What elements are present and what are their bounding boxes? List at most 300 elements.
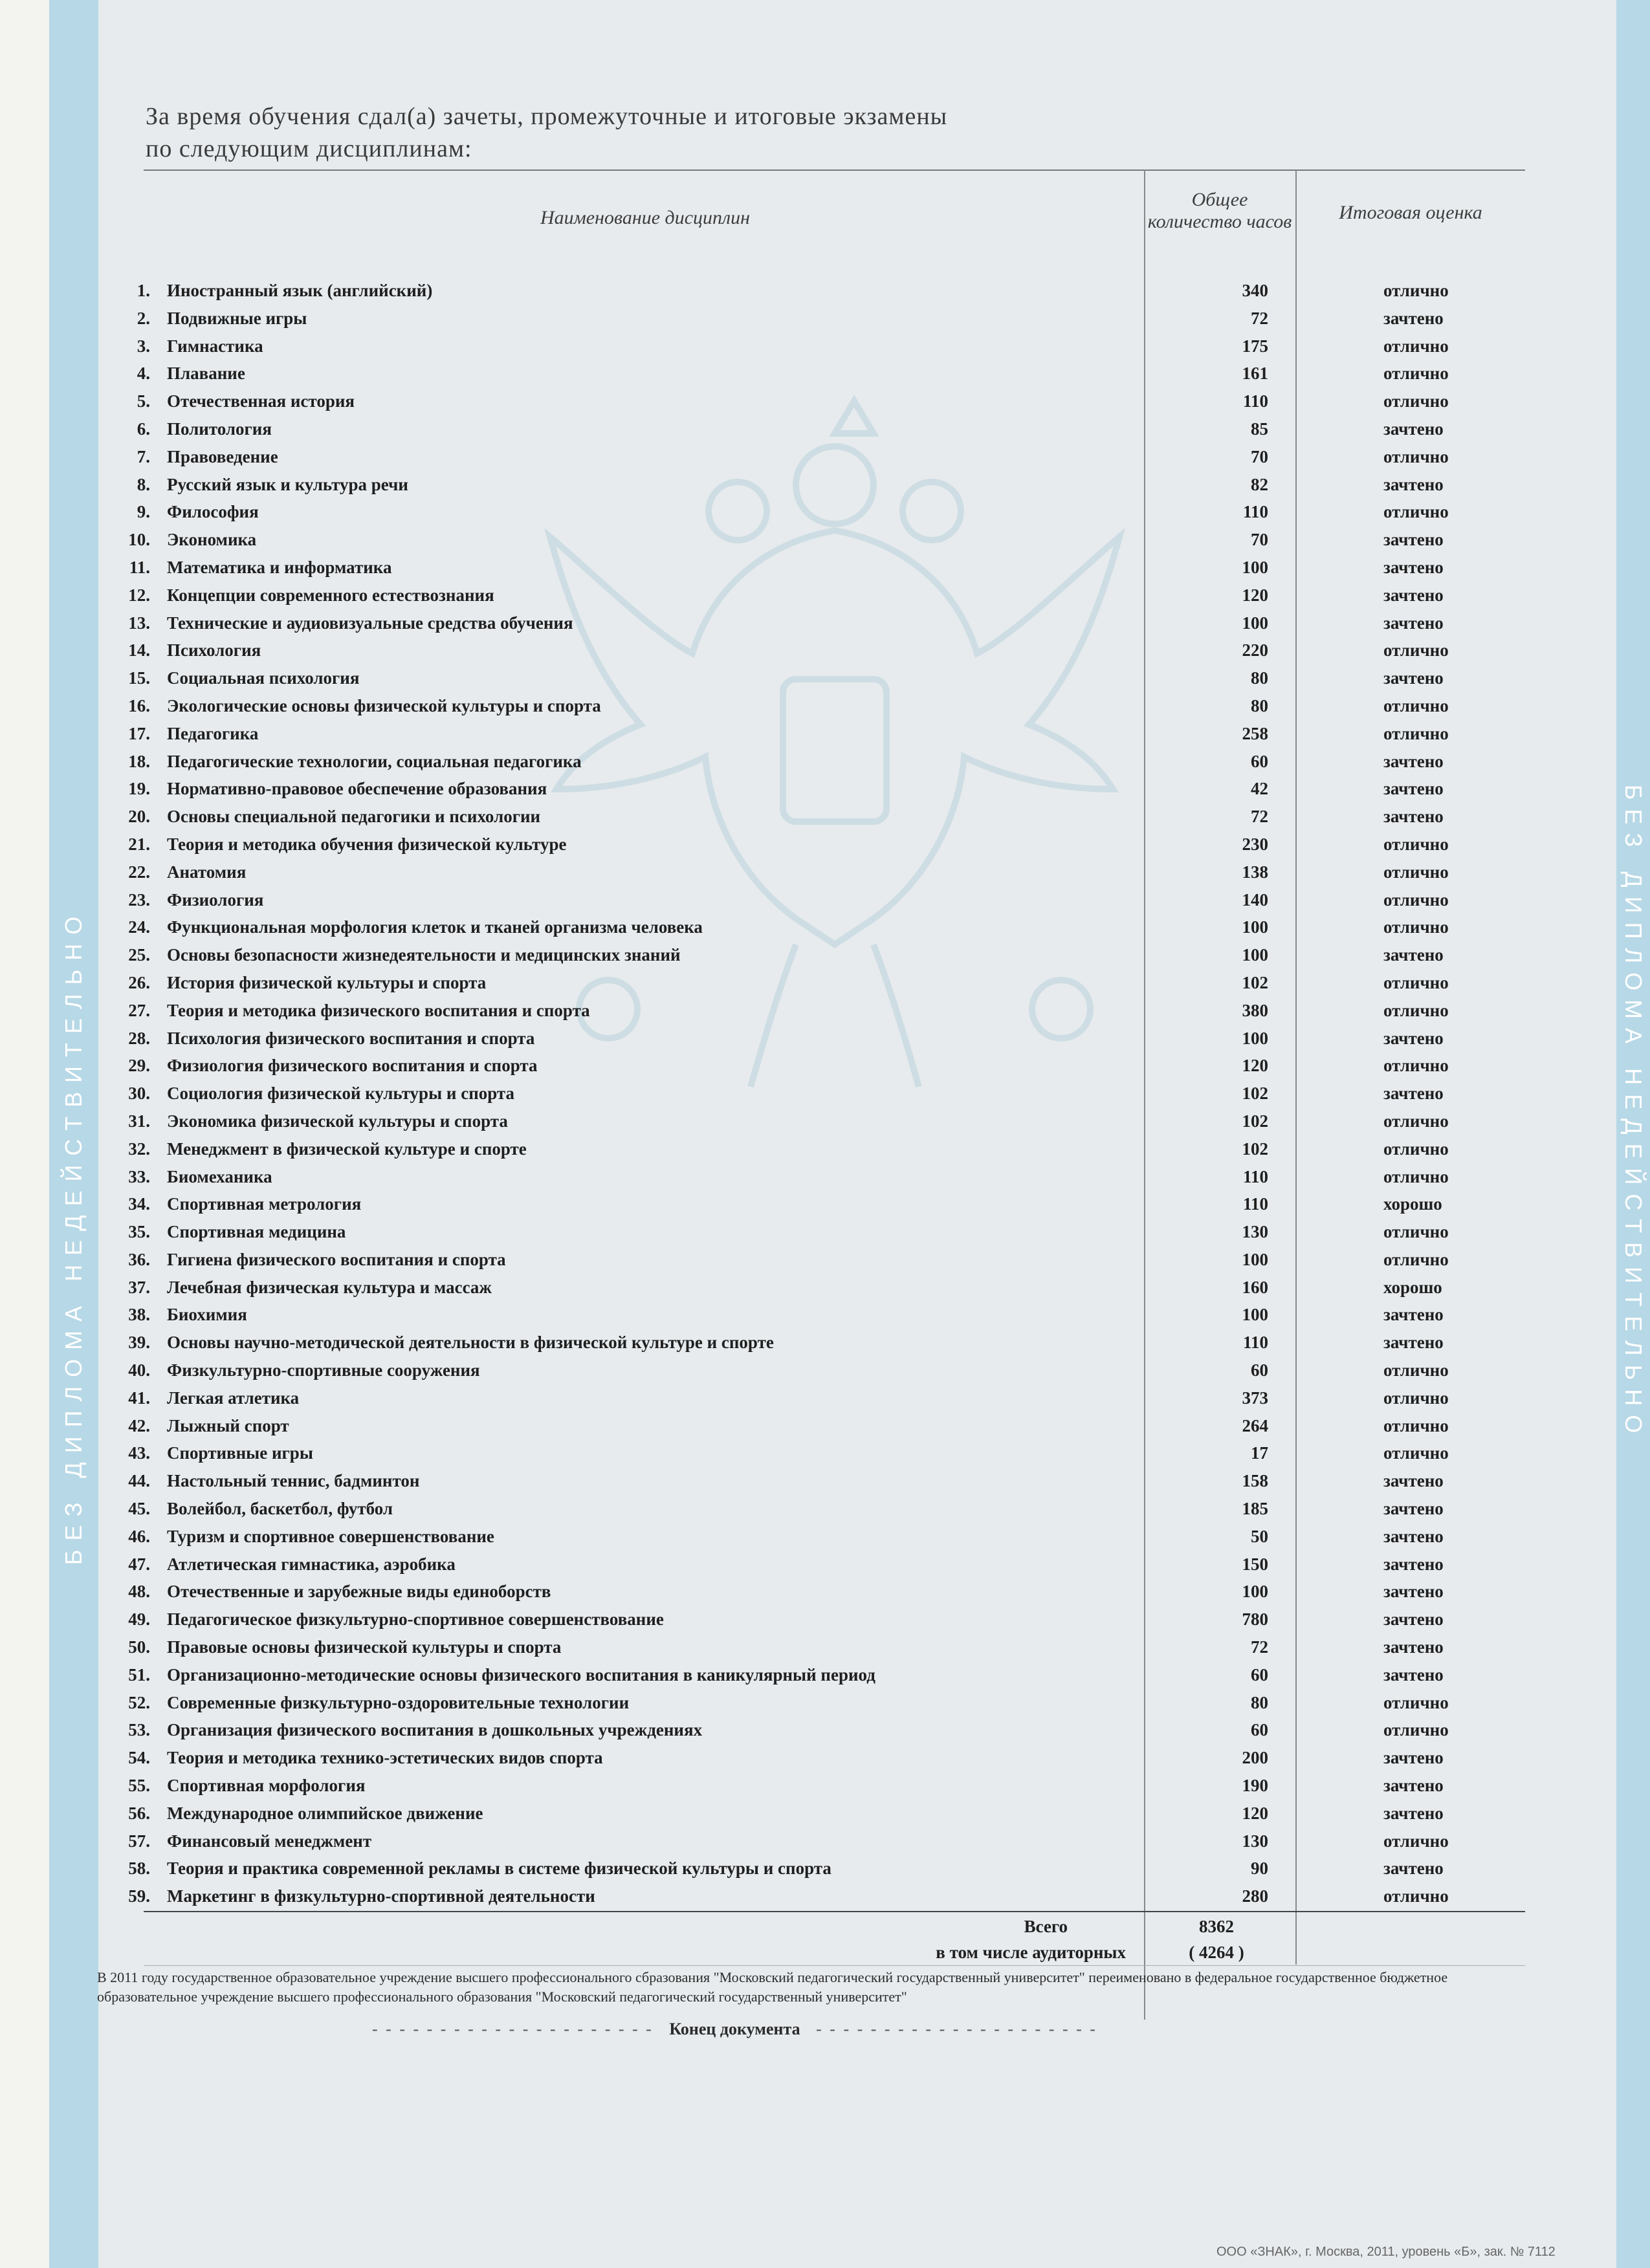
hours-value: 340: [1242, 281, 1268, 300]
grade-value: отлично: [1383, 446, 1449, 466]
table-row: [0, 360, 1650, 387]
hours-value: 42: [1251, 779, 1268, 799]
discipline-name: Международное олимпийское движение: [167, 1803, 483, 1823]
row-number: 55.: [128, 1776, 150, 1796]
hours-value: 100: [1242, 1305, 1268, 1325]
note-separator: [144, 1965, 1525, 1966]
table-row: [0, 1163, 1650, 1191]
hours-value: 780: [1242, 1609, 1268, 1630]
table-row: [0, 526, 1650, 554]
discipline-name: Легкая атлетика: [167, 1388, 300, 1408]
discipline-name: Социальная психология: [167, 668, 360, 688]
total-label: Всего: [1024, 1917, 1068, 1936]
hours-value: 72: [1251, 807, 1268, 827]
row-number: 23.: [128, 889, 150, 910]
hours-value: 90: [1251, 1859, 1268, 1879]
classroom-label: в том числе аудиторных: [936, 1943, 1126, 1962]
row-number: 56.: [128, 1803, 150, 1823]
grade-value: зачтено: [1383, 751, 1444, 771]
table-row: [0, 1384, 1650, 1412]
grade-value: зачтено: [1383, 1776, 1444, 1796]
row-number: 4.: [137, 364, 150, 384]
grade-value: зачтено: [1383, 308, 1444, 328]
grade-value: отлично: [1383, 391, 1449, 411]
table-row: [0, 1606, 1650, 1633]
table-row: [0, 997, 1650, 1025]
disciplines-table-body: [0, 277, 1650, 1910]
row-number: 58.: [128, 1859, 150, 1879]
grade-value: зачтено: [1383, 1748, 1444, 1768]
grade-value: отлично: [1383, 1166, 1449, 1186]
discipline-name: Спортивные игры: [167, 1443, 313, 1463]
grade-value: отлично: [1383, 695, 1449, 715]
row-number: 19.: [128, 779, 150, 799]
table-row: [0, 858, 1650, 886]
row-number: 25.: [128, 945, 150, 965]
row-number: 38.: [128, 1305, 150, 1325]
table-row: [0, 1439, 1650, 1467]
table-row: [0, 1329, 1650, 1357]
table-row: [0, 1882, 1650, 1910]
hours-value: 102: [1242, 1111, 1268, 1131]
discipline-name: Гимнастика: [167, 336, 263, 356]
row-number: 57.: [128, 1831, 150, 1851]
discipline-name: Организационно-методические основы физического воспитания в каникулярный период: [167, 1664, 875, 1685]
hours-value: 82: [1251, 474, 1268, 494]
discipline-name: Биохимия: [167, 1305, 247, 1325]
hours-value: 175: [1242, 336, 1268, 356]
hours-value: 200: [1242, 1748, 1268, 1768]
hours-value: 150: [1242, 1554, 1268, 1574]
table-row: [0, 803, 1650, 831]
table-row: [0, 1274, 1650, 1302]
discipline-name: Политология: [167, 419, 272, 439]
hours-value: 110: [1242, 1166, 1268, 1186]
discipline-name: Теория и методика технико-эстетических видов спорта: [167, 1748, 603, 1768]
printer-imprint: ООО «ЗНАК», г. Москва, 2011, уровень «Б», зак. № 7112: [1216, 2245, 1556, 2259]
discipline-name: Спортивная медицина: [167, 1222, 346, 1242]
row-number: 45.: [128, 1499, 150, 1519]
hours-value: 100: [1242, 917, 1268, 937]
grade-value: зачтено: [1383, 1859, 1444, 1879]
grade-value: отлично: [1383, 1111, 1449, 1131]
row-number: 11.: [129, 557, 150, 577]
end-of-document-label: Конец документа: [669, 2020, 800, 2038]
grade-value: зачтено: [1383, 1028, 1444, 1048]
row-number: 10.: [128, 530, 150, 550]
table-row: [0, 1107, 1650, 1135]
discipline-name: Концепции современного естествознания: [167, 585, 494, 605]
row-number: 26.: [128, 972, 150, 992]
row-number: 44.: [128, 1471, 150, 1491]
grade-value: зачтено: [1383, 1471, 1444, 1491]
hours-value: 100: [1242, 557, 1268, 577]
table-row: [0, 1744, 1650, 1772]
grade-value: отлично: [1383, 1831, 1449, 1851]
discipline-name: Правоведение: [167, 446, 278, 466]
grade-value: зачтено: [1383, 1637, 1444, 1657]
grade-value: зачтено: [1383, 1499, 1444, 1519]
column-header-grade: Итоговая оценка: [1339, 202, 1482, 223]
table-row: [0, 831, 1650, 858]
row-number: 20.: [128, 807, 150, 827]
discipline-name: Менеджмент в физической культуре и спорте: [167, 1139, 527, 1159]
discipline-name: Педагогика: [167, 723, 259, 743]
security-strip-text: БЕЗ ДИПЛОМА НЕДЕЙСТВИТЕЛЬНО: [60, 907, 87, 1565]
table-row: [0, 1080, 1650, 1107]
hours-value: 60: [1251, 751, 1268, 771]
table-row: [0, 1495, 1650, 1523]
table-row: [0, 1467, 1650, 1495]
grade-value: отлично: [1383, 1388, 1449, 1408]
grade-value: отлично: [1383, 1720, 1449, 1740]
table-row: [0, 1689, 1650, 1717]
discipline-name: Атлетическая гимнастика, аэробика: [167, 1554, 456, 1574]
row-number: 6.: [137, 419, 150, 439]
discipline-name: Педагогические технологии, социальная педагогика: [167, 751, 582, 771]
row-number: 59.: [128, 1886, 150, 1906]
discipline-name: Туризм и спортивное совершенствование: [167, 1526, 494, 1546]
hours-value: 110: [1242, 1194, 1268, 1214]
discipline-name: Организация физического воспитания в дошкольных учреждениях: [167, 1720, 703, 1740]
discipline-name: Технические и аудиовизуальные средства обучения: [167, 613, 573, 633]
grade-value: зачтено: [1383, 945, 1444, 965]
hours-value: 70: [1251, 446, 1268, 466]
row-number: 33.: [128, 1166, 150, 1186]
discipline-name: Физиология физического воспитания и спорта: [167, 1056, 538, 1076]
table-row: [0, 1772, 1650, 1800]
discipline-name: Спортивная метрология: [167, 1194, 362, 1214]
grade-value: зачтено: [1383, 1084, 1444, 1104]
row-number: 8.: [137, 474, 150, 494]
table-row: [0, 1412, 1650, 1440]
discipline-name: Экологические основы физической культуры и спорта: [167, 695, 601, 715]
grade-value: отлично: [1383, 364, 1449, 384]
row-number: 36.: [128, 1249, 150, 1269]
row-number: 43.: [128, 1443, 150, 1463]
row-number: 39.: [128, 1333, 150, 1353]
hours-value: 185: [1242, 1499, 1268, 1519]
column-header-hours: Общее количество часов: [1147, 189, 1292, 232]
hours-value: 160: [1242, 1277, 1268, 1297]
grade-value: отлично: [1383, 917, 1449, 937]
table-row: [0, 1523, 1650, 1551]
discipline-name: Экономика: [167, 530, 257, 550]
grade-value: отлично: [1383, 336, 1449, 356]
hours-value: 100: [1242, 1249, 1268, 1269]
table-row: [0, 886, 1650, 914]
classroom-hours: ( 4264 ): [1189, 1943, 1244, 1962]
grade-value: зачтено: [1383, 668, 1444, 688]
row-number: 30.: [128, 1084, 150, 1104]
row-number: 37.: [128, 1277, 150, 1297]
discipline-name: Гигиена физического воспитания и спорта: [167, 1249, 506, 1269]
hours-value: 85: [1251, 419, 1268, 439]
hours-value: 380: [1242, 1000, 1268, 1020]
hours-value: 72: [1251, 308, 1268, 328]
grade-value: зачтено: [1383, 613, 1444, 633]
table-row: [0, 1052, 1650, 1080]
hours-value: 102: [1242, 1084, 1268, 1104]
table-row: [0, 554, 1650, 582]
row-number: 1.: [137, 281, 150, 300]
discipline-name: Теория и практика современной рекламы в системе физической культуры и спорта: [167, 1859, 831, 1879]
grade-value: отлично: [1383, 1443, 1449, 1463]
hours-value: 110: [1242, 1333, 1268, 1353]
grade-value: зачтено: [1383, 557, 1444, 577]
table-row: [0, 1633, 1650, 1661]
hours-value: 100: [1242, 945, 1268, 965]
totals-values: [1152, 1914, 1281, 1965]
grade-value: зачтено: [1383, 807, 1444, 827]
discipline-name: Математика и информатика: [167, 557, 392, 577]
discipline-name: Финансовый менеджмент: [167, 1831, 372, 1851]
hours-value: 220: [1242, 640, 1268, 660]
discipline-name: Физкультурно-спортивные сооружения: [167, 1360, 480, 1380]
row-number: 9.: [137, 502, 150, 522]
hours-value: 130: [1242, 1222, 1268, 1242]
table-row: [0, 305, 1650, 333]
table-row: [0, 1357, 1650, 1384]
row-number: 54.: [128, 1748, 150, 1768]
table-row: [0, 1301, 1650, 1329]
table-row: [0, 1855, 1650, 1882]
row-number: 28.: [128, 1028, 150, 1048]
discipline-name: Иностранный язык (английский): [167, 281, 433, 300]
table-row: [0, 498, 1650, 526]
hours-value: 80: [1251, 668, 1268, 688]
hours-value: 17: [1251, 1443, 1268, 1463]
row-number: 22.: [128, 862, 150, 882]
table-row: [0, 720, 1650, 748]
grade-value: зачтено: [1383, 1554, 1444, 1574]
table-row: [0, 748, 1650, 776]
discipline-name: Социология физической культуры и спорта: [167, 1084, 515, 1104]
table-row: [0, 1716, 1650, 1744]
hours-value: 258: [1242, 723, 1268, 743]
hours-value: 190: [1242, 1776, 1268, 1796]
discipline-name: Современные физкультурно-оздоровительные технологии: [167, 1692, 630, 1712]
table-row: [0, 415, 1650, 443]
hours-value: 120: [1242, 585, 1268, 605]
discipline-name: Теория и методика физического воспитания и спорта: [167, 1000, 590, 1020]
row-number: 46.: [128, 1526, 150, 1546]
hours-value: 102: [1242, 1139, 1268, 1159]
row-number: 13.: [128, 613, 150, 633]
row-number: 17.: [128, 723, 150, 743]
discipline-name: Настольный теннис, бадминтон: [167, 1471, 420, 1491]
discipline-name: Функциональная морфология клеток и тканей организма человека: [167, 917, 703, 937]
row-number: 31.: [128, 1111, 150, 1131]
row-number: 40.: [128, 1360, 150, 1380]
discipline-name: Анатомия: [167, 862, 247, 882]
table-row: [0, 1800, 1650, 1827]
discipline-name: Нормативно-правовое обеспечение образования: [167, 779, 547, 799]
row-number: 51.: [128, 1664, 150, 1685]
hours-value: 60: [1251, 1720, 1268, 1740]
hours-value: 110: [1242, 502, 1268, 522]
grade-value: отлично: [1383, 1360, 1449, 1380]
hours-value: 72: [1251, 1637, 1268, 1657]
grade-value: отлично: [1383, 1222, 1449, 1242]
grade-value: зачтено: [1383, 1526, 1444, 1546]
discipline-name: Лыжный спорт: [167, 1415, 289, 1435]
discipline-name: Плавание: [167, 364, 245, 384]
grade-value: отлично: [1383, 1249, 1449, 1269]
hours-value: 50: [1251, 1526, 1268, 1546]
total-hours: 8362: [1199, 1917, 1234, 1936]
row-number: 14.: [128, 640, 150, 660]
row-number: 47.: [128, 1554, 150, 1574]
table-row: [0, 609, 1650, 637]
table-bottom-rule: [144, 1911, 1525, 1912]
grade-value: зачтено: [1383, 1333, 1444, 1353]
grade-value: отлично: [1383, 862, 1449, 882]
discipline-name: Лечебная физическая культура и массаж: [167, 1277, 492, 1297]
table-row: [0, 1551, 1650, 1578]
row-number: 2.: [137, 308, 150, 328]
grade-value: зачтено: [1383, 419, 1444, 439]
hours-value: 158: [1242, 1471, 1268, 1491]
hours-value: 60: [1251, 1664, 1268, 1685]
discipline-name: Психология: [167, 640, 261, 660]
column-header-name: Наименование дисциплин: [540, 207, 750, 228]
discipline-name: Основы специальной педагогики и психологии: [167, 807, 541, 827]
discipline-name: Волейбол, баскетбол, футбол: [167, 1499, 393, 1519]
table-row: [0, 969, 1650, 997]
discipline-name: Философия: [167, 502, 259, 522]
grade-value: отлично: [1383, 723, 1449, 743]
discipline-name: Физиология: [167, 889, 264, 910]
row-number: 5.: [137, 391, 150, 411]
grade-value: отлично: [1383, 281, 1449, 300]
grade-value: отлично: [1383, 889, 1449, 910]
renaming-note: В 2011 году государственное образовательное учреждение высшего профессионального сбразования "Московский педагогический государственный университет" переименовано в федеральное государственное бюджетное образовательное учреждение высшего профессионального образования "Московский педагогический государственный университет": [97, 1969, 1448, 2005]
grade-value: отлично: [1383, 640, 1449, 660]
grade-value: отлично: [1383, 1139, 1449, 1159]
table-row: [0, 941, 1650, 969]
table-row: [0, 387, 1650, 415]
table-row: [0, 1190, 1650, 1218]
table-row: [0, 637, 1650, 664]
heading-line-1: За время обучения сдал(а) зачеты, промежуточные и итоговые экзамены: [146, 103, 948, 130]
hours-value: 102: [1242, 972, 1268, 992]
table-row: [0, 1218, 1650, 1246]
hours-value: 161: [1242, 364, 1268, 384]
hours-value: 120: [1242, 1803, 1268, 1823]
page-heading: [146, 100, 947, 165]
discipline-name: Педагогическое физкультурно-спортивное совершенствование: [167, 1609, 664, 1630]
table-row: [0, 1661, 1650, 1689]
grade-value: зачтено: [1383, 585, 1444, 605]
hours-value: 130: [1242, 1831, 1268, 1851]
hours-value: 80: [1251, 1692, 1268, 1712]
grade-value: отлично: [1383, 1056, 1449, 1076]
discipline-name: История физической культуры и спорта: [167, 972, 487, 992]
grade-value: отлично: [1383, 1692, 1449, 1712]
row-number: 35.: [128, 1222, 150, 1242]
security-strip-text: БЕЗ ДИПЛОМА НЕДЕЙСТВИТЕЛЬНО: [1620, 784, 1647, 1443]
row-number: 50.: [128, 1637, 150, 1657]
grade-value: отлично: [1383, 834, 1449, 854]
discipline-name: Экономика физической культуры и спорта: [167, 1111, 508, 1131]
discipline-name: Теория и методика обучения физической культуре: [167, 834, 567, 854]
discipline-name: Биомеханика: [167, 1166, 272, 1186]
table-row: [0, 1578, 1650, 1606]
hours-value: 120: [1242, 1056, 1268, 1076]
discipline-name: Русский язык и культура речи: [167, 474, 408, 494]
hours-value: 80: [1251, 695, 1268, 715]
hours-value: 373: [1242, 1388, 1268, 1408]
row-number: 27.: [128, 1000, 150, 1020]
hours-value: 100: [1242, 1028, 1268, 1048]
row-number: 53.: [128, 1720, 150, 1740]
row-number: 41.: [128, 1388, 150, 1408]
grade-value: зачтено: [1383, 1803, 1444, 1823]
row-number: 7.: [137, 446, 150, 466]
row-number: 42.: [128, 1415, 150, 1435]
discipline-name: Основы безопасности жизнедеятельности и медицинских знаний: [167, 945, 681, 965]
hours-value: 140: [1242, 889, 1268, 910]
discipline-name: Спортивная морфология: [167, 1776, 366, 1796]
table-row: [0, 582, 1650, 609]
row-number: 16.: [128, 695, 150, 715]
hours-value: 100: [1242, 613, 1268, 633]
table-top-rule: [144, 169, 1525, 171]
dash-line-left: - - - - - - - - - - - - - - - - - - - - -: [372, 2020, 654, 2038]
table-row: [0, 1135, 1650, 1163]
hours-value: 138: [1242, 862, 1268, 882]
totals-labels: [712, 1914, 1126, 1965]
table-row: [0, 1025, 1650, 1052]
row-number: 52.: [128, 1692, 150, 1712]
table-row: [0, 913, 1650, 941]
discipline-name: Психология физического воспитания и спорта: [167, 1028, 535, 1048]
discipline-name: Основы научно-методической деятельности в физической культуре и спорте: [167, 1333, 774, 1353]
row-number: 3.: [137, 336, 150, 356]
discipline-name: Маркетинг в физкультурно-спортивной деятельности: [167, 1886, 595, 1906]
heading-line-2: по следующим дисциплинам:: [146, 135, 472, 162]
hours-value: 100: [1242, 1582, 1268, 1602]
grade-value: зачтено: [1383, 1305, 1444, 1325]
grade-value: отлично: [1383, 1886, 1449, 1906]
row-number: 12.: [128, 585, 150, 605]
table-row: [0, 333, 1650, 360]
grade-value: отлично: [1383, 502, 1449, 522]
table-row: [0, 775, 1650, 803]
hours-value: 60: [1251, 1360, 1268, 1380]
dash-line-right: - - - - - - - - - - - - - - - - - - - - -: [816, 2020, 1097, 2038]
grade-value: хорошо: [1383, 1277, 1442, 1297]
grade-value: зачтено: [1383, 779, 1444, 799]
table-row: [0, 1827, 1650, 1855]
table-row: [0, 277, 1650, 305]
row-number: 34.: [128, 1194, 150, 1214]
grade-value: отлично: [1383, 1000, 1449, 1020]
table-row: [0, 692, 1650, 720]
row-number: 18.: [128, 751, 150, 771]
row-number: 48.: [128, 1582, 150, 1602]
grade-value: зачтено: [1383, 530, 1444, 550]
row-number: 15.: [128, 668, 150, 688]
row-number: 49.: [128, 1609, 150, 1630]
end-of-document: [372, 2020, 1097, 2039]
hours-value: 70: [1251, 530, 1268, 550]
grade-value: отлично: [1383, 1415, 1449, 1435]
table-row: [0, 1246, 1650, 1274]
discipline-name: Правовые основы физической культуры и спорта: [167, 1637, 562, 1657]
discipline-name: Отечественные и зарубежные виды единоборств: [167, 1582, 551, 1602]
